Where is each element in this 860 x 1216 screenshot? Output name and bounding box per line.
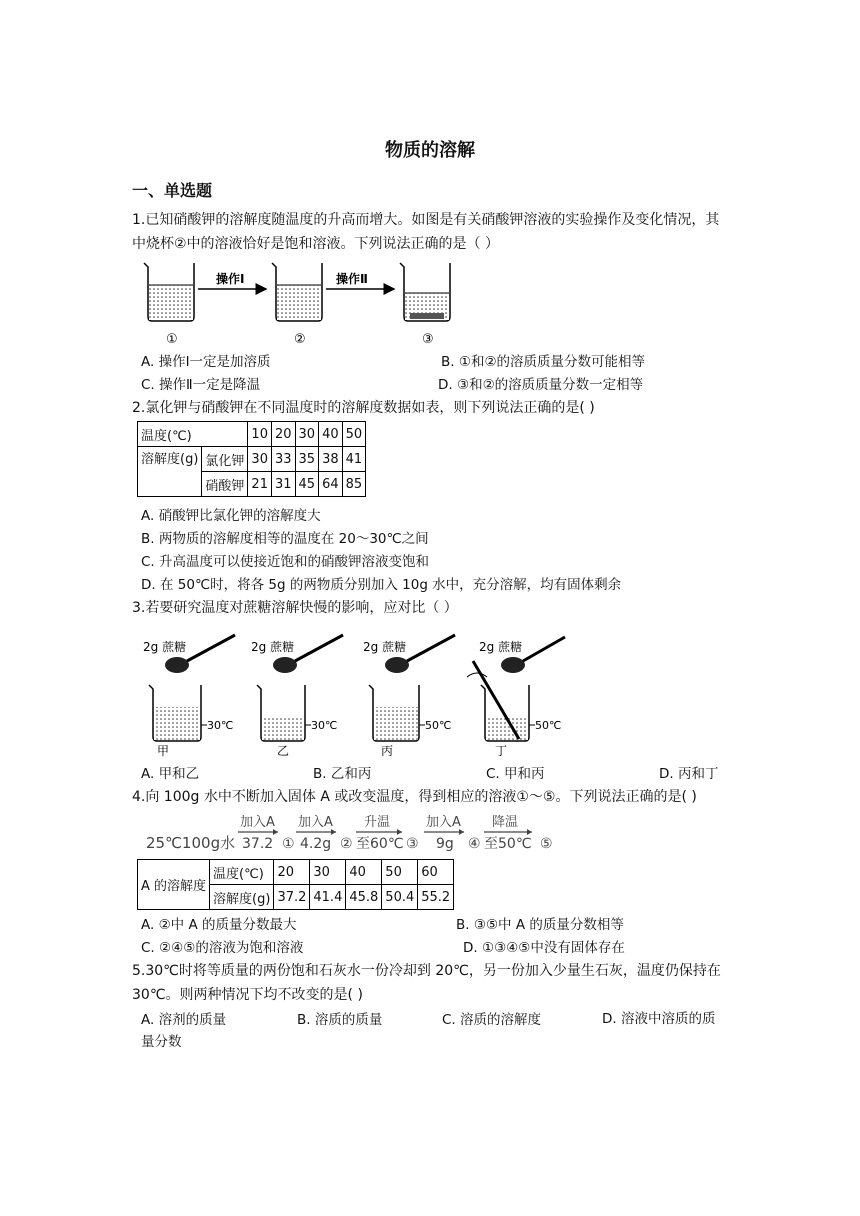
beaker-name: 甲: [157, 744, 170, 758]
q2-stem: 2.氯化钾与硝酸钾在不同温度时的溶解度数据如表，则下列说法正确的是( ): [132, 400, 595, 416]
value-cell: 41: [342, 447, 366, 472]
temp-cell: 20: [274, 860, 310, 885]
flow-label: ①: [282, 836, 295, 852]
temp-header: 温度(℃): [210, 860, 274, 885]
value-cell: 45: [295, 472, 319, 497]
q3-option-c: C. 甲和丙: [486, 766, 545, 782]
op1-label: 操作Ⅰ: [216, 272, 245, 286]
q1-figure: [132, 255, 472, 347]
sugar-label: 2g 蔗糖: [363, 640, 407, 654]
flow-start: 25℃100g水: [146, 834, 236, 852]
q5-option-c: C. 溶质的溶解度: [442, 1012, 542, 1028]
value-cell: 33: [271, 447, 295, 472]
temp-label: 30℃: [311, 719, 338, 732]
step-bottom: 9g: [436, 836, 454, 852]
solubility-header: 溶解度(g): [210, 885, 274, 910]
temp-cell: 10: [248, 422, 272, 447]
value-cell: 41.4: [310, 885, 346, 910]
row-header: A 的溶解度: [138, 860, 210, 910]
step-top: 升温: [364, 815, 391, 830]
substance-name: 硝酸钾: [202, 472, 248, 497]
flow-label: ③: [406, 836, 419, 852]
solubility-header: 溶解度(g): [138, 447, 202, 497]
q3-figure: [135, 625, 575, 760]
beaker-jia: [143, 635, 235, 758]
step-top: 加入A: [298, 815, 333, 830]
step-top: 加入A: [426, 815, 461, 830]
beaker-bing: [363, 635, 455, 758]
q4-option-c: C. ②④⑤的溶液为饱和溶液: [141, 940, 304, 956]
beaker-label-3: ③: [422, 332, 434, 347]
value-cell: 55.2: [418, 885, 454, 910]
step-bottom: 至60℃: [356, 836, 404, 852]
beaker-label-1: ①: [166, 332, 178, 347]
q5-option-d: D. 溶液中溶质的质量分数: [141, 1011, 716, 1050]
q1-option-d: D. ③和②的溶质质量分数一定相等: [438, 377, 644, 393]
value-cell: 64: [319, 472, 343, 497]
value-cell: 21: [248, 472, 272, 497]
q2-option-b: B. 两物质的溶解度相等的温度在 20～30℃之间: [141, 531, 429, 547]
step-bottom: 至50℃: [484, 836, 532, 852]
page-title: 物质的溶解: [385, 140, 475, 161]
temp-cell: 40: [346, 860, 382, 885]
value-cell: 50.4: [382, 885, 418, 910]
beaker-yi: [251, 635, 343, 758]
q2-option-c: C. 升高温度可以使接近饱和的硝酸钾溶液变饱和: [141, 554, 430, 570]
flow-label: ⑤: [540, 836, 553, 852]
q1-stem: 1.已知硝酸钾的溶解度随温度的升高而增大。如图是有关硝酸钾溶液的实验操作及变化情况，其中烧杯②中的溶液恰好是饱和溶液。下列说法正确的是（ ）: [132, 212, 720, 252]
section-heading: 一、单选题: [132, 181, 213, 200]
beaker-name: 丁: [495, 744, 508, 758]
q4-option-d: D. ①③④⑤中没有固体存在: [463, 940, 625, 956]
step-top: 降温: [492, 815, 519, 830]
beaker-name: 丙: [381, 744, 394, 758]
q3-option-d: D. 丙和丁: [659, 766, 719, 782]
q2-solubility-table: [137, 421, 366, 497]
beaker-ding: [467, 637, 565, 758]
q3-stem: 3.若要研究温度对蔗糖溶解快慢的影响，应对比（ ）: [132, 600, 458, 616]
q5-stem: 5.30℃时将等质量的两份饱和石灰水一份冷却到 20℃，另一份加入少量生石灰，温度仍保持在 30℃。则两种情况下均不改变的是( ): [132, 963, 721, 1003]
q4-solubility-table: [137, 859, 454, 910]
temp-header: 温度(℃): [138, 422, 248, 447]
value-cell: 30: [248, 447, 272, 472]
q1-option-b: B. ①和②的溶质质量分数可能相等: [441, 354, 646, 370]
q4-option-b: B. ③⑤中 A 的质量分数相等: [456, 917, 624, 933]
flow-label: ②: [340, 836, 353, 852]
temp-cell: 30: [295, 422, 319, 447]
q4-flow: [140, 808, 570, 858]
q1-option-a: A. 操作Ⅰ一定是加溶质: [141, 354, 271, 370]
q4-stem: 4.向 100g 水中不断加入固体 A 或改变温度，得到相应的溶液①～⑤。下列说法正确的是( ): [132, 789, 697, 805]
value-cell: 37.2: [274, 885, 310, 910]
q1-option-c: C. 操作Ⅱ一定是降温: [141, 377, 261, 393]
value-cell: 31: [271, 472, 295, 497]
beaker-1: [144, 263, 194, 321]
temp-cell: 50: [342, 422, 366, 447]
value-cell: 38: [319, 447, 343, 472]
beaker-3: [400, 263, 450, 321]
sugar-label: 2g 蔗糖: [143, 640, 187, 654]
flow-label: ④: [468, 836, 481, 852]
value-cell: 45.8: [346, 885, 382, 910]
temp-label: 50℃: [425, 719, 452, 732]
temp-cell: 30: [310, 860, 346, 885]
op2-label: 操作Ⅱ: [336, 272, 368, 286]
temp-cell: 20: [271, 422, 295, 447]
q3-option-a: A. 甲和乙: [141, 766, 200, 782]
temp-label: 50℃: [535, 719, 562, 732]
beaker-name: 乙: [277, 744, 290, 758]
value-cell: 85: [342, 472, 366, 497]
q5-option-a: A. 溶剂的质量: [141, 1012, 227, 1028]
temp-cell: 50: [382, 860, 418, 885]
sugar-label: 2g 蔗糖: [479, 640, 523, 654]
q5-option-b: B. 溶质的质量: [297, 1012, 383, 1028]
step-top: 加入A: [240, 815, 275, 830]
q2-option-d: D. 在 50℃时，将各 5g 的两物质分别加入 10g 水中，充分溶解，均有固体剩余: [141, 577, 622, 593]
q3-option-b: B. 乙和丙: [313, 766, 372, 782]
temp-cell: 40: [319, 422, 343, 447]
temp-cell: 60: [418, 860, 454, 885]
q2-option-a: A. 硝酸钾比氯化钾的溶解度大: [141, 508, 321, 524]
beaker-2: [272, 263, 322, 321]
q4-option-a: A. ②中 A 的质量分数最大: [141, 917, 297, 933]
substance-name: 氯化钾: [202, 447, 248, 472]
temp-label: 30℃: [207, 719, 234, 732]
step-bottom: 4.2g: [300, 836, 332, 852]
sugar-label: 2g 蔗糖: [251, 640, 295, 654]
step-bottom: 37.2: [242, 836, 274, 852]
beaker-label-2: ②: [294, 332, 306, 347]
value-cell: 35: [295, 447, 319, 472]
